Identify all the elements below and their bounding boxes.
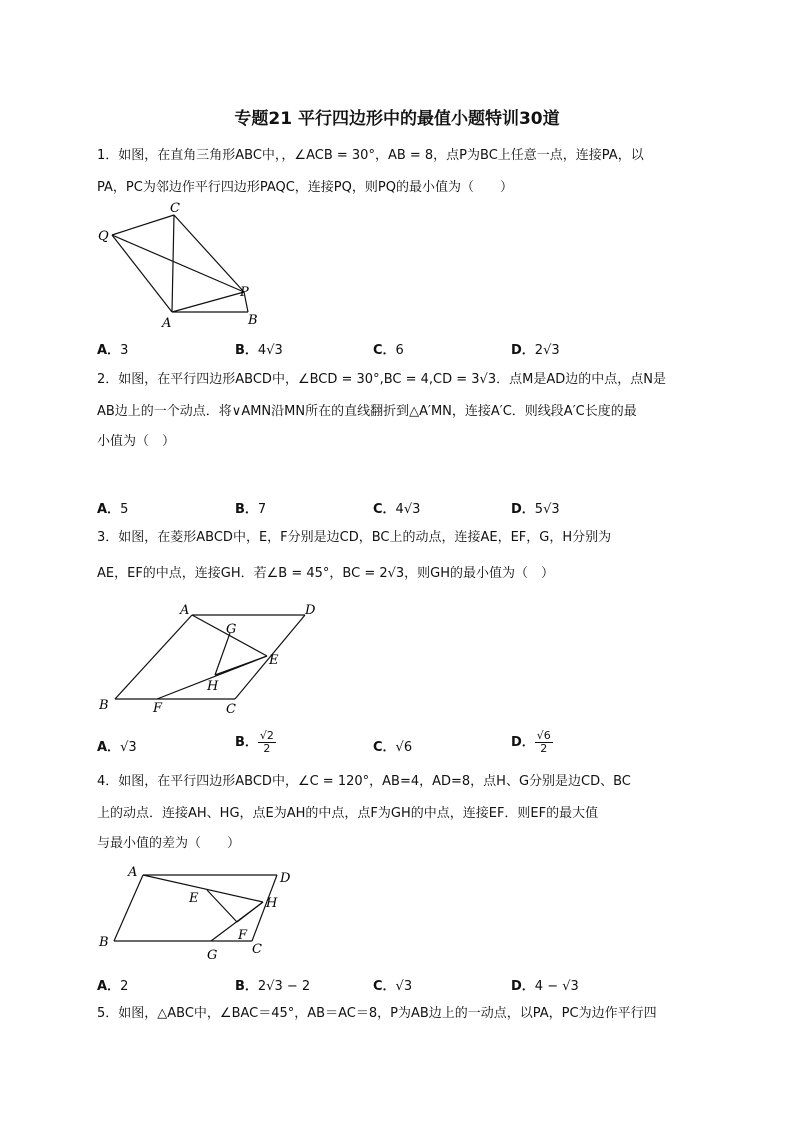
- q1-text-line1: 1．如图，在直角三角形ABC中，，∠ACB = 30°，AB = 8，点P为BC上任意一点，连接PA，以: [97, 148, 644, 163]
- q3-label-g: G: [226, 622, 237, 637]
- q3-label-c: C: [226, 702, 236, 717]
- q3-label-h: H: [207, 679, 219, 694]
- q1-label-c: C: [170, 201, 180, 216]
- q1-label-b: B: [248, 313, 258, 328]
- q1-option-c[interactable]: C．6: [373, 343, 404, 358]
- q4-text-line2: 上的动点．连接AH、HG，点E为AH的中点，点F为GH的中点，连接EF．则EF的最大值: [97, 806, 599, 821]
- q4-label-b: B: [99, 935, 109, 950]
- q3-label-e: E: [269, 653, 279, 668]
- q3-options: [97, 730, 697, 764]
- q1-figure: [92, 200, 272, 330]
- q4-option-a[interactable]: A．2: [97, 979, 129, 994]
- q3-label-f: F: [153, 701, 163, 716]
- q3-option-c[interactable]: C．√6: [373, 740, 413, 755]
- q4-text-line3: 与最小值的差为（ ）: [97, 836, 241, 851]
- q1-option-d[interactable]: D．2√3: [511, 343, 560, 358]
- q3-option-d[interactable]: D． $\frac{√6}{2}$: [511, 729, 551, 755]
- q2-text-line2: AB边上的一个动点．将∨AMN沿MN所在的直线翻折到△A′MN，连接A′C．则线段A′C长度的最: [97, 404, 637, 419]
- q2-options: [97, 498, 697, 518]
- q3-text-line2: AE，EF的中点，连接GH．若∠B = 45°，BC = 2√3，则GH的最小值为（ ）: [97, 566, 555, 581]
- q1-text-line2: PA，PC为邻边作平行四边形PAQC，连接PQ，则PQ的最小值为（ ）: [97, 180, 513, 195]
- q4-figure: [95, 860, 305, 965]
- q3-figure: [95, 598, 325, 718]
- q2-option-b[interactable]: B．7: [235, 502, 267, 517]
- q4-label-d: D: [280, 871, 291, 886]
- q3-label-d: D: [305, 603, 316, 618]
- q3-text-line1: 3．如图，在菱形ABCD中，E，F分别是边CD，BC上的动点，连接AE，EF，G，H分别为: [97, 530, 612, 545]
- q1-option-b[interactable]: B．4√3: [235, 343, 283, 358]
- q4-label-f: F: [238, 928, 248, 943]
- q2-option-c[interactable]: C．4√3: [373, 502, 421, 517]
- q4-option-c[interactable]: C．√3: [373, 979, 413, 994]
- q4-label-e: E: [189, 891, 199, 906]
- q1-label-p: P: [240, 285, 249, 300]
- q4-label-c: C: [252, 942, 262, 957]
- q1-label-a: A: [162, 316, 172, 330]
- q4-options: [97, 975, 697, 995]
- q2-option-d[interactable]: D．5√3: [511, 502, 560, 517]
- q4-option-b[interactable]: B．2√3 − 2: [235, 979, 311, 994]
- q4-text-line1: 4．如图，在平行四边形ABCD中，∠C = 120°，AB=4，AD=8，点H、G分别是边CD、BC: [97, 774, 631, 789]
- q3-option-a[interactable]: A．√3: [97, 740, 137, 755]
- q2-option-a[interactable]: A．5: [97, 502, 129, 517]
- q2-text-line3: 小值为（ ）: [97, 434, 176, 449]
- q1-label-q: Q: [98, 229, 109, 244]
- q3-label-b: B: [99, 698, 109, 713]
- q4-label-h: H: [266, 896, 278, 911]
- q2-text-line1: 2．如图，在平行四边形ABCD中，∠BCD = 30°,BC = 4,CD = 3√3．点M是AD边的中点，点N是: [97, 372, 666, 387]
- q1-options: [97, 339, 697, 359]
- q3-option-b[interactable]: B． $\frac{√2}{2}$: [235, 729, 274, 755]
- q4-label-a: A: [128, 865, 138, 880]
- q5-text-line1: 5．如图，△ABC中，∠BAC＝45°，AB＝AC＝8，P为AB边上的一动点，以PA，PC为边作平行四: [97, 1006, 657, 1021]
- q3-label-a: A: [180, 603, 190, 618]
- q4-option-d[interactable]: D．4 − √3: [511, 979, 579, 994]
- page-title: 专题21 平行四边形中的最值小题特训30道: [234, 109, 560, 129]
- q4-label-g: G: [207, 948, 218, 963]
- q1-option-a[interactable]: A．3: [97, 343, 129, 358]
